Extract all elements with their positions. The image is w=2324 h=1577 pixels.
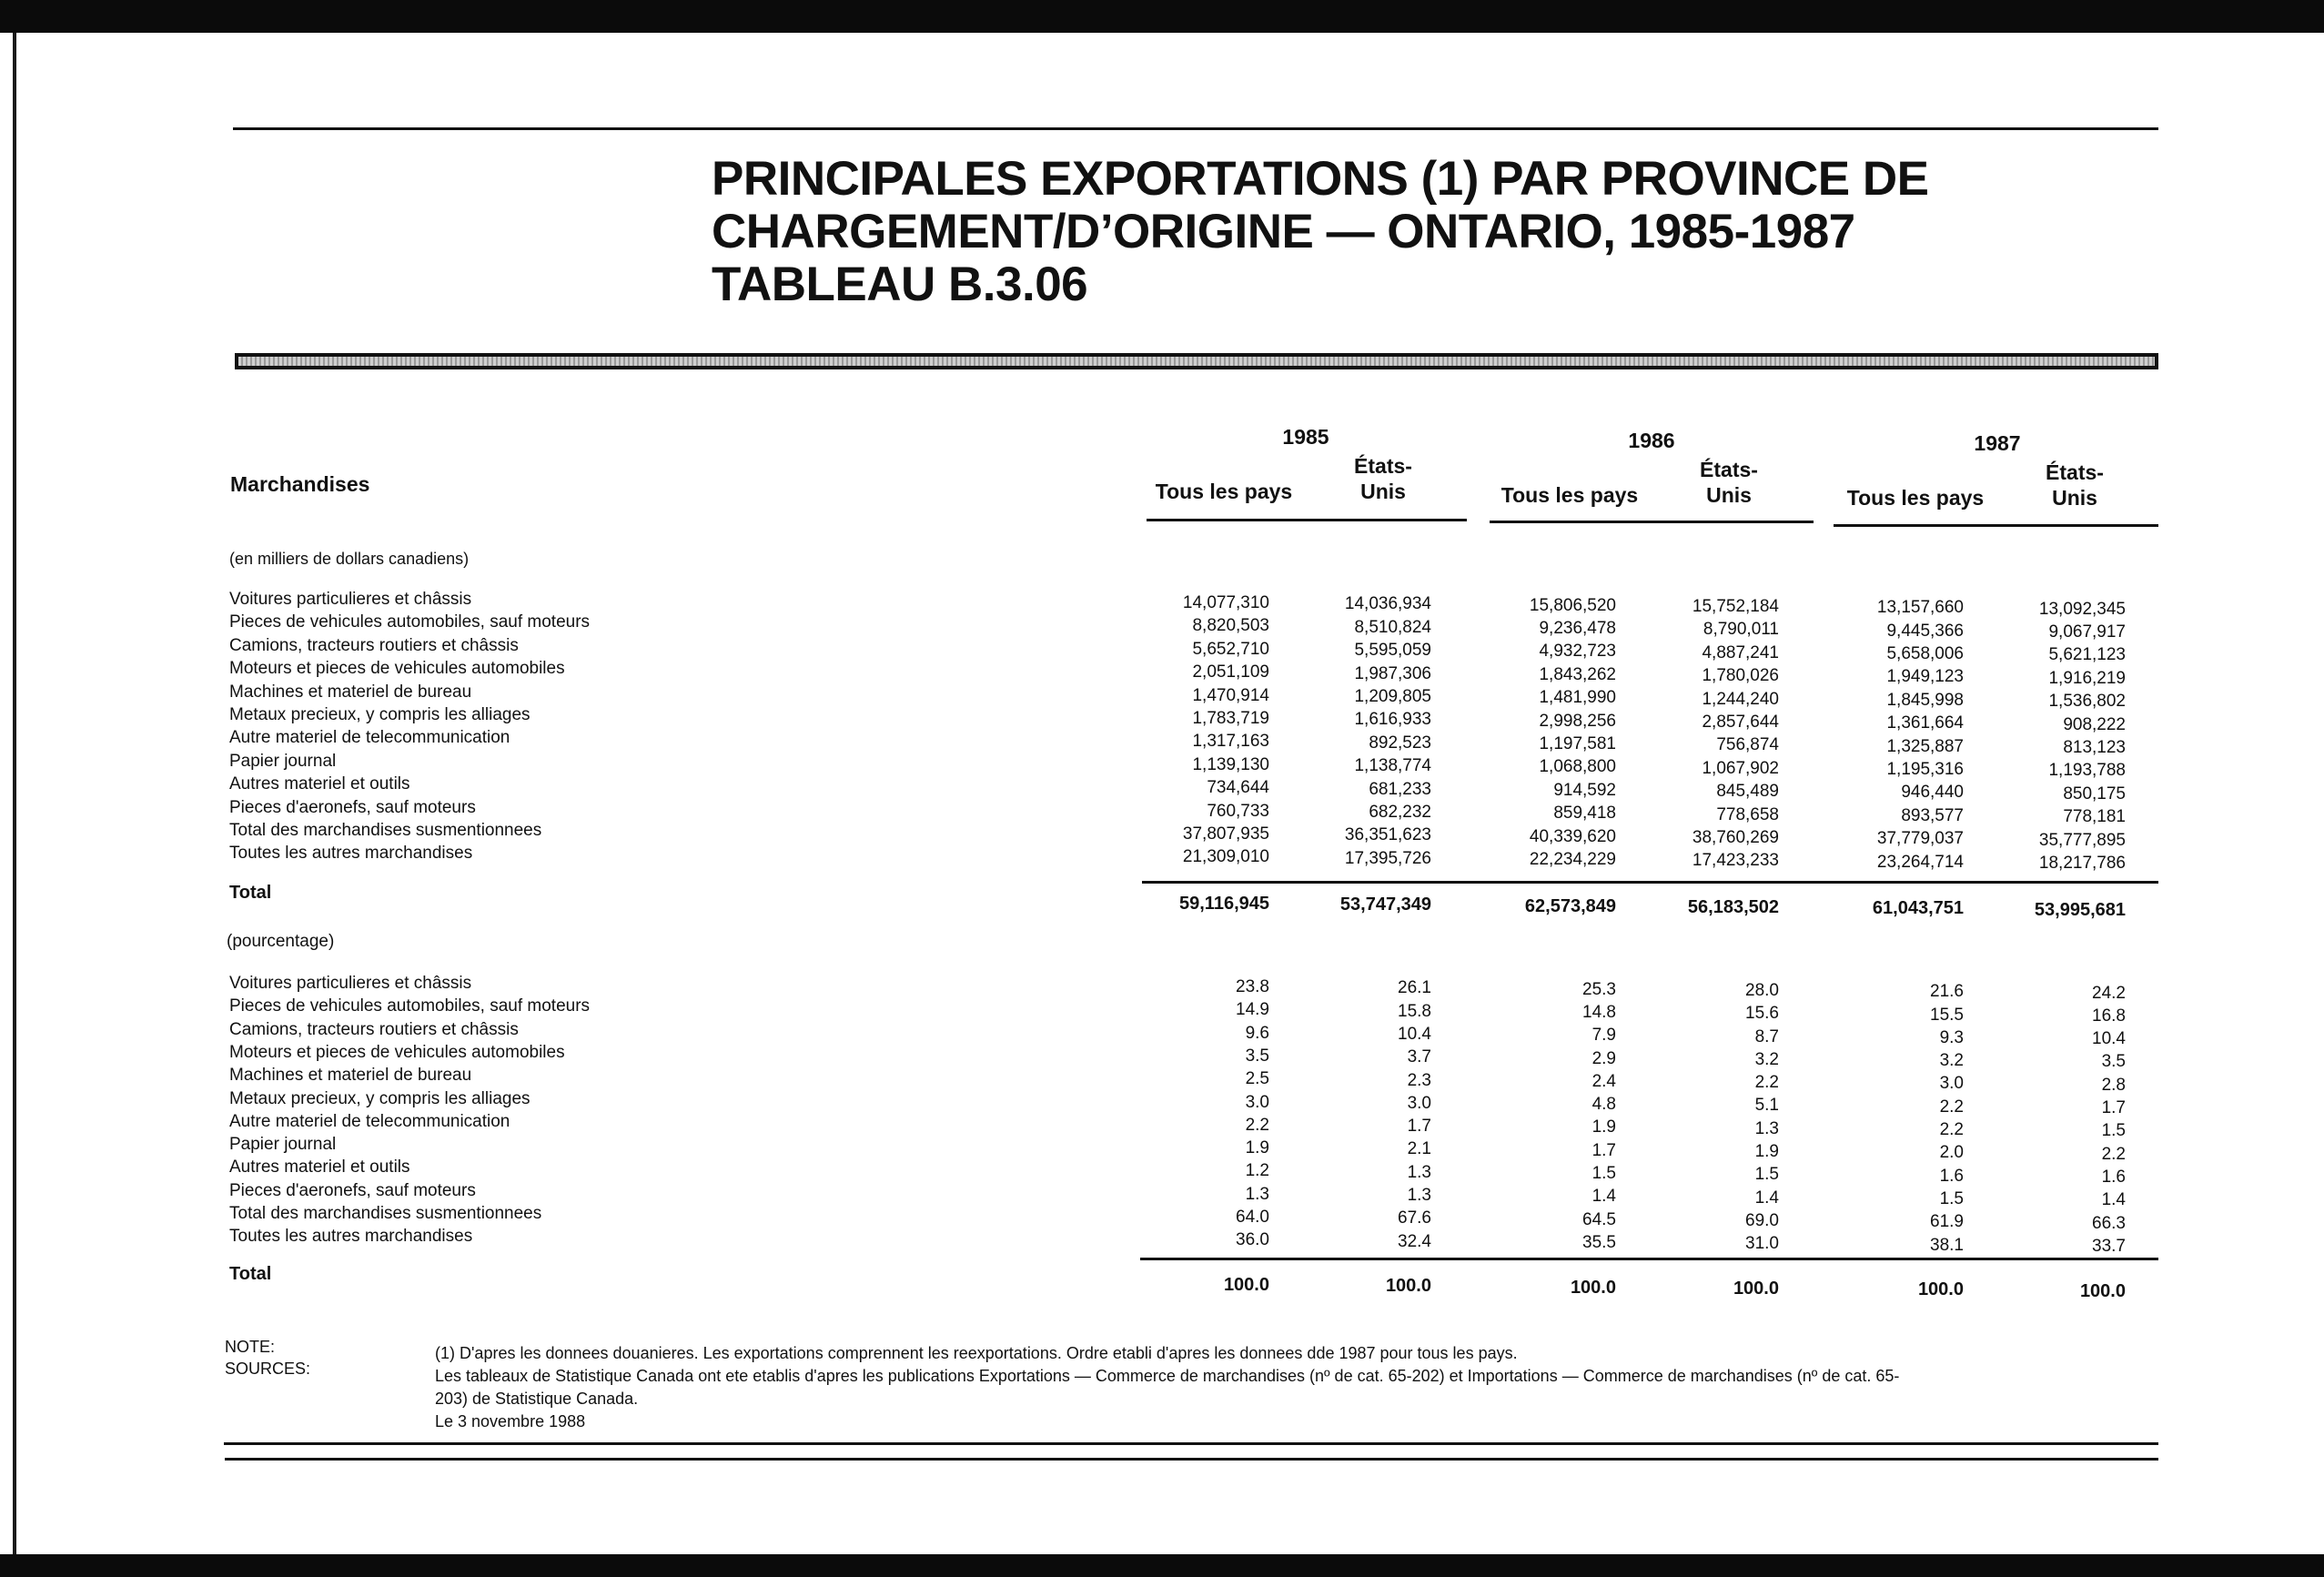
thousands-cell: 908,222 — [2063, 714, 2126, 734]
percent-total-cell: 100.0 — [1570, 1277, 1616, 1298]
thousands-cell: 18,217,786 — [2038, 853, 2126, 873]
percent-cell: 61.9 — [1930, 1212, 1964, 1232]
percent-cell: 2.2 — [1939, 1120, 1964, 1139]
year-1987: 1987 — [1974, 431, 2021, 455]
percent-total-cell: 100.0 — [1385, 1276, 1431, 1297]
thousands-cell: 1,843,262 — [1539, 664, 1616, 684]
us-line2: Unis — [1360, 480, 1406, 503]
percent-cell: 3.5 — [2101, 1052, 2126, 1072]
thousands-cell: 38,760,269 — [1692, 827, 1779, 847]
percent-cell: 2.2 — [1754, 1073, 1779, 1093]
thousands-cell: 734,644 — [1207, 778, 1269, 798]
thousands-cell: 40,339,620 — [1529, 826, 1616, 846]
percent-cell: 1.3 — [1407, 1162, 1431, 1182]
percent-row-label: Autre materiel de telecommunication — [229, 1111, 510, 1131]
percent-cell: 2.9 — [1591, 1048, 1616, 1068]
percent-cell: 66.3 — [2092, 1213, 2126, 1233]
thousands-cell: 850,175 — [2063, 783, 2126, 804]
thousands-row-label: Voitures particulieres et châssis — [229, 590, 472, 609]
percent-cell: 2.4 — [1591, 1071, 1616, 1091]
percent-cell: 1.6 — [1939, 1166, 1964, 1186]
col-header-us-1985 — [1354, 453, 1412, 504]
percent-cell: 1.7 — [2101, 1098, 2126, 1117]
col-header-all-1987: Tous les pays — [1846, 486, 1985, 510]
percent-cell: 67.6 — [1398, 1208, 1431, 1228]
thousands-cell: 4,932,723 — [1539, 642, 1616, 662]
percent-cell: 1.9 — [1754, 1142, 1779, 1161]
us-line1: États- — [2046, 460, 2104, 484]
thousands-cell: 21,309,010 — [1182, 847, 1269, 867]
units-thousands: (en milliers de dollars canadiens) — [229, 550, 470, 568]
thousands-total-cell: 62,573,849 — [1524, 895, 1616, 916]
bottom-rule-2 — [225, 1458, 2158, 1461]
percent-cell: 24.2 — [2092, 983, 2126, 1003]
thousands-cell: 1,949,123 — [1886, 667, 1964, 687]
percent-cell: 3.7 — [1407, 1047, 1431, 1067]
thousands-cell: 17,423,233 — [1692, 851, 1779, 871]
percent-cell: 64.0 — [1236, 1208, 1269, 1227]
percent-cell: 2.8 — [2101, 1075, 2126, 1095]
percent-cell: 28.0 — [1745, 980, 1779, 1000]
percent-cell: 1.7 — [1407, 1117, 1431, 1137]
thousands-row-label: Moteurs et pieces de vehicules automobiles — [229, 659, 565, 679]
thousands-cell: 1,616,933 — [1354, 710, 1431, 730]
percent-cell: 1.3 — [1407, 1186, 1431, 1205]
thousands-cell: 1,138,774 — [1354, 756, 1431, 776]
thousands-cell: 14,077,310 — [1182, 593, 1269, 612]
percent-cell: 1.5 — [1939, 1188, 1964, 1208]
percent-cell: 3.0 — [1939, 1074, 1964, 1094]
percent-row-label: Moteurs et pieces de vehicules automobiles — [229, 1042, 565, 1062]
thousands-cell: 946,440 — [1901, 783, 1964, 803]
percent-cell: 1.5 — [1591, 1164, 1616, 1183]
percent-cell: 14.8 — [1582, 1002, 1616, 1022]
row-header-label: Marchandises — [230, 472, 370, 496]
percent-cell: 35.5 — [1582, 1232, 1616, 1252]
percent-cell: 26.1 — [1398, 978, 1431, 998]
thousands-cell: 1,361,664 — [1886, 713, 1964, 733]
thousands-cell: 845,489 — [1716, 782, 1779, 802]
scan-border-bottom — [0, 1554, 2324, 1577]
thousands-cell: 15,752,184 — [1692, 596, 1779, 616]
thousands-cell: 1,783,719 — [1192, 709, 1269, 728]
col-header-us-1986 — [1700, 457, 1758, 508]
percent-cell: 15.6 — [1745, 1004, 1779, 1024]
thousands-row-label: Pieces de vehicules automobiles, sauf moteurs — [229, 612, 591, 632]
year-1985: 1985 — [1282, 425, 1329, 449]
percent-cell: 1.4 — [1754, 1188, 1779, 1208]
thousands-cell: 5,652,710 — [1192, 639, 1269, 659]
percent-cell: 10.4 — [1398, 1024, 1431, 1044]
year-1986: 1986 — [1628, 429, 1675, 452]
percent-cell: 9.3 — [1939, 1027, 1964, 1047]
percent-row-label: Autres materiel et outils — [229, 1157, 410, 1178]
thousands-cell: 8,820,503 — [1192, 616, 1269, 636]
thousands-cell: 1,244,240 — [1702, 689, 1779, 709]
percent-cell: 32.4 — [1398, 1231, 1431, 1251]
thousands-row-label: Autres materiel et outils — [229, 774, 410, 794]
percent-cell: 7.9 — [1591, 1026, 1616, 1046]
percent-cell: 64.5 — [1582, 1209, 1616, 1229]
percent-cell: 2.1 — [1407, 1139, 1431, 1159]
percent-cell: 1.3 — [1245, 1184, 1269, 1204]
percent-cell: 9.6 — [1245, 1023, 1269, 1043]
col-header-all-1985: Tous les pays — [1155, 480, 1293, 503]
scan-border-top — [0, 0, 2324, 33]
thousands-cell: 22,234,229 — [1529, 850, 1616, 869]
thousands-cell: 1,197,581 — [1539, 734, 1616, 753]
thousands-cell: 9,067,917 — [2048, 622, 2126, 642]
total-rule-percent — [1140, 1258, 2158, 1260]
thousands-row-label: Pieces d'aeronefs, sauf moteurs — [229, 797, 476, 817]
thousands-cell: 4,887,241 — [1702, 642, 1779, 662]
thousands-cell: 892,523 — [1369, 733, 1431, 753]
percent-row-label: Voitures particulieres et châssis — [229, 974, 472, 993]
percent-row-label: Papier journal — [229, 1135, 337, 1155]
thousands-cell: 1,536,802 — [2048, 692, 2126, 712]
thousands-row-label: Toutes les autres marchandises — [229, 844, 473, 864]
percent-cell: 1.5 — [1754, 1165, 1779, 1185]
thousands-row-label: Autre materiel de telecommunication — [229, 728, 510, 748]
us-line1: États- — [1700, 458, 1758, 481]
percent-row-label: Metaux precieux, y compris les alliages — [229, 1088, 530, 1108]
thousands-cell: 1,068,800 — [1539, 757, 1616, 777]
thousands-cell: 5,595,059 — [1354, 641, 1431, 661]
percent-cell: 1.6 — [2101, 1167, 2126, 1187]
thousands-cell: 37,807,935 — [1182, 824, 1269, 844]
percent-cell: 2.3 — [1407, 1070, 1431, 1090]
thousands-cell: 682,232 — [1369, 802, 1431, 822]
thousands-cell: 1,481,990 — [1539, 688, 1616, 708]
thousands-row-label: Camions, tracteurs routiers et châssis — [229, 635, 519, 655]
percent-cell: 2.2 — [1245, 1115, 1269, 1135]
note-text: (1) D'apres les donnees douanieres. Les exportations comprennent les reexportations. Ordre etabli d'apres les donnees dde 1987 pour tous les pays. — [435, 1344, 1518, 1362]
bottom-rule-1 — [224, 1442, 2158, 1445]
thousands-cell: 13,157,660 — [1876, 598, 1964, 618]
sources-line-1: Les tableaux de Statistique Canada ont ete etablis d'apres les publications Exportations — Commerce de marchandises (nº de cat. 65-202) et Importations — Commerce de marchandises (nº de cat. 65- — [435, 1367, 1900, 1385]
percent-cell: 3.5 — [1245, 1046, 1269, 1066]
thousands-cell: 5,621,123 — [2048, 645, 2126, 665]
thousands-cell: 756,874 — [1716, 735, 1779, 755]
percent-cell: 10.4 — [2092, 1029, 2126, 1049]
percent-cell: 15.8 — [1398, 1001, 1431, 1021]
us-line1: États- — [1354, 454, 1412, 478]
percent-cell: 69.0 — [1745, 1210, 1779, 1230]
thousands-cell: 893,577 — [1901, 805, 1964, 825]
percent-total-cell: 100.0 — [1223, 1275, 1269, 1295]
col-header-all-1986: Tous les pays — [1500, 483, 1639, 507]
thousands-cell: 35,777,895 — [2038, 830, 2126, 850]
us-line2: Unis — [1706, 483, 1752, 507]
percent-total-cell: 100.0 — [2079, 1280, 2126, 1301]
title-line-3: TABLEAU B.3.06 — [712, 258, 1088, 311]
thousands-cell: 681,233 — [1369, 779, 1431, 799]
percent-row-label: Toutes les autres marchandises — [229, 1227, 473, 1247]
percent-cell: 33.7 — [2092, 1236, 2126, 1256]
percent-row-label: Pieces d'aeronefs, sauf moteurs — [229, 1180, 476, 1200]
header-underline-1985 — [1147, 519, 1467, 521]
thousands-cell: 14,036,934 — [1344, 594, 1431, 614]
thousands-cell: 1,317,163 — [1192, 732, 1269, 752]
thousands-cell: 9,445,366 — [1886, 621, 1964, 641]
col-header-us-1987 — [2046, 460, 2104, 511]
percent-total-label: Total — [229, 1264, 272, 1284]
percent-cell: 2.0 — [1939, 1143, 1964, 1163]
units-percent: (pourcentage) — [227, 932, 335, 951]
title-line-2: CHARGEMENT/D’ORIGINE — ONTARIO, 1985-1987 — [712, 205, 1855, 258]
thousands-total-label: Total — [229, 883, 272, 903]
total-rule-thousands — [1142, 881, 2158, 884]
percent-cell: 14.9 — [1236, 1000, 1269, 1020]
thousands-cell: 17,395,726 — [1344, 848, 1431, 868]
us-line2: Unis — [2052, 486, 2097, 510]
thousands-cell: 5,658,006 — [1886, 644, 1964, 663]
thousands-cell: 813,123 — [2063, 737, 2126, 757]
thousands-total-cell: 61,043,751 — [1872, 898, 1964, 919]
percent-cell: 1.7 — [1591, 1140, 1616, 1160]
percent-cell: 5.1 — [1754, 1096, 1779, 1116]
thousands-cell: 1,987,306 — [1354, 663, 1431, 683]
sources-text — [435, 1365, 2164, 1433]
percent-cell: 4.8 — [1591, 1095, 1616, 1115]
thousands-total-cell: 59,116,945 — [1179, 894, 1269, 914]
percent-cell: 3.2 — [1754, 1049, 1779, 1069]
percent-cell: 1.4 — [2101, 1190, 2126, 1210]
thousands-cell: 1,193,788 — [2048, 761, 2126, 781]
thousands-cell: 1,845,998 — [1886, 690, 1964, 710]
percent-cell: 1.5 — [2101, 1121, 2126, 1141]
header-underline-1987 — [1834, 524, 2158, 527]
thousands-cell: 1,139,130 — [1192, 754, 1269, 774]
sources-line-2: 203) de Statistique Canada. — [435, 1390, 639, 1408]
thousands-cell: 2,051,109 — [1192, 662, 1269, 682]
note-label: NOTE: — [225, 1338, 276, 1356]
percent-total-cell: 100.0 — [1917, 1279, 1964, 1300]
thousands-cell: 36,351,623 — [1344, 825, 1431, 845]
thousands-total-cell: 53,995,681 — [2034, 899, 2126, 920]
thousands-cell: 23,264,714 — [1876, 852, 1964, 872]
thousands-cell: 2,857,644 — [1702, 712, 1779, 732]
thousands-cell: 859,418 — [1553, 804, 1616, 824]
page-title — [712, 153, 1929, 311]
decorative-band — [235, 353, 2158, 369]
percent-cell: 1.9 — [1591, 1117, 1616, 1137]
percent-cell: 2.5 — [1245, 1069, 1269, 1089]
thousands-cell: 15,806,520 — [1529, 595, 1616, 615]
percent-cell: 1.3 — [1754, 1118, 1779, 1138]
percent-cell: 2.2 — [1939, 1097, 1964, 1117]
percent-total-cell: 100.0 — [1733, 1278, 1779, 1299]
thousands-cell: 1,325,887 — [1886, 736, 1964, 756]
scan-border-left — [13, 33, 16, 1554]
thousands-row-label: Metaux precieux, y compris les alliages — [229, 705, 530, 724]
percent-cell: 23.8 — [1236, 977, 1269, 996]
thousands-cell: 9,236,478 — [1539, 619, 1616, 638]
thousands-cell: 13,092,345 — [2038, 599, 2126, 619]
thousands-cell: 1,470,914 — [1192, 685, 1269, 705]
thousands-cell: 778,181 — [2063, 807, 2126, 827]
thousands-cell: 1,195,316 — [1886, 760, 1964, 779]
percent-cell: 31.0 — [1745, 1234, 1779, 1254]
percent-cell: 1.4 — [1591, 1187, 1616, 1207]
thousands-cell: 760,733 — [1207, 801, 1269, 821]
thousands-cell: 778,658 — [1716, 804, 1779, 824]
percent-cell: 3.0 — [1407, 1093, 1431, 1113]
percent-cell: 1.9 — [1245, 1138, 1269, 1158]
title-line-1: PRINCIPALES EXPORTATIONS (1) PAR PROVINCE DE — [712, 152, 1929, 206]
thousands-cell: 1,916,219 — [2048, 668, 2126, 688]
thousands-cell: 37,779,037 — [1876, 829, 1964, 849]
top-rule — [233, 127, 2158, 130]
percent-cell: 15.5 — [1930, 1005, 1964, 1025]
percent-cell: 21.6 — [1930, 982, 1964, 1002]
thousands-total-cell: 56,183,502 — [1687, 896, 1779, 917]
percent-cell: 1.2 — [1245, 1161, 1269, 1181]
thousands-cell: 8,790,011 — [1703, 620, 1779, 640]
thousands-cell: 1,780,026 — [1702, 666, 1779, 686]
thousands-cell: 1,067,902 — [1702, 758, 1779, 778]
percent-cell: 38.1 — [1930, 1235, 1964, 1255]
sources-label: SOURCES: — [225, 1360, 311, 1378]
percent-row-label: Pieces de vehicules automobiles, sauf moteurs — [229, 996, 591, 1016]
thousands-cell: 2,998,256 — [1539, 711, 1616, 731]
percent-row-label: Camions, tracteurs routiers et châssis — [229, 1019, 519, 1039]
percent-row-label: Machines et materiel de bureau — [229, 1066, 472, 1086]
thousands-row-label: Papier journal — [229, 751, 337, 771]
thousands-total-cell: 53,747,349 — [1339, 895, 1431, 915]
thousands-cell: 1,209,805 — [1354, 686, 1431, 706]
percent-cell: 8.7 — [1754, 1026, 1779, 1046]
percent-row-label: Total des marchandises susmentionnees — [229, 1204, 542, 1223]
header-underline-1986 — [1490, 521, 1814, 523]
thousands-row-label: Total des marchandises susmentionnees — [229, 821, 542, 840]
thousands-cell: 8,510,824 — [1354, 617, 1431, 637]
sources-date: Le 3 novembre 1988 — [435, 1412, 586, 1430]
percent-cell: 2.2 — [2101, 1144, 2126, 1164]
percent-cell: 16.8 — [2092, 1006, 2126, 1026]
thousands-row-label: Machines et materiel de bureau — [229, 682, 472, 702]
percent-cell: 3.0 — [1245, 1092, 1269, 1112]
percent-cell: 3.2 — [1939, 1051, 1964, 1071]
percent-cell: 36.0 — [1236, 1230, 1269, 1250]
thousands-cell: 914,592 — [1553, 780, 1616, 800]
percent-cell: 25.3 — [1582, 979, 1616, 999]
